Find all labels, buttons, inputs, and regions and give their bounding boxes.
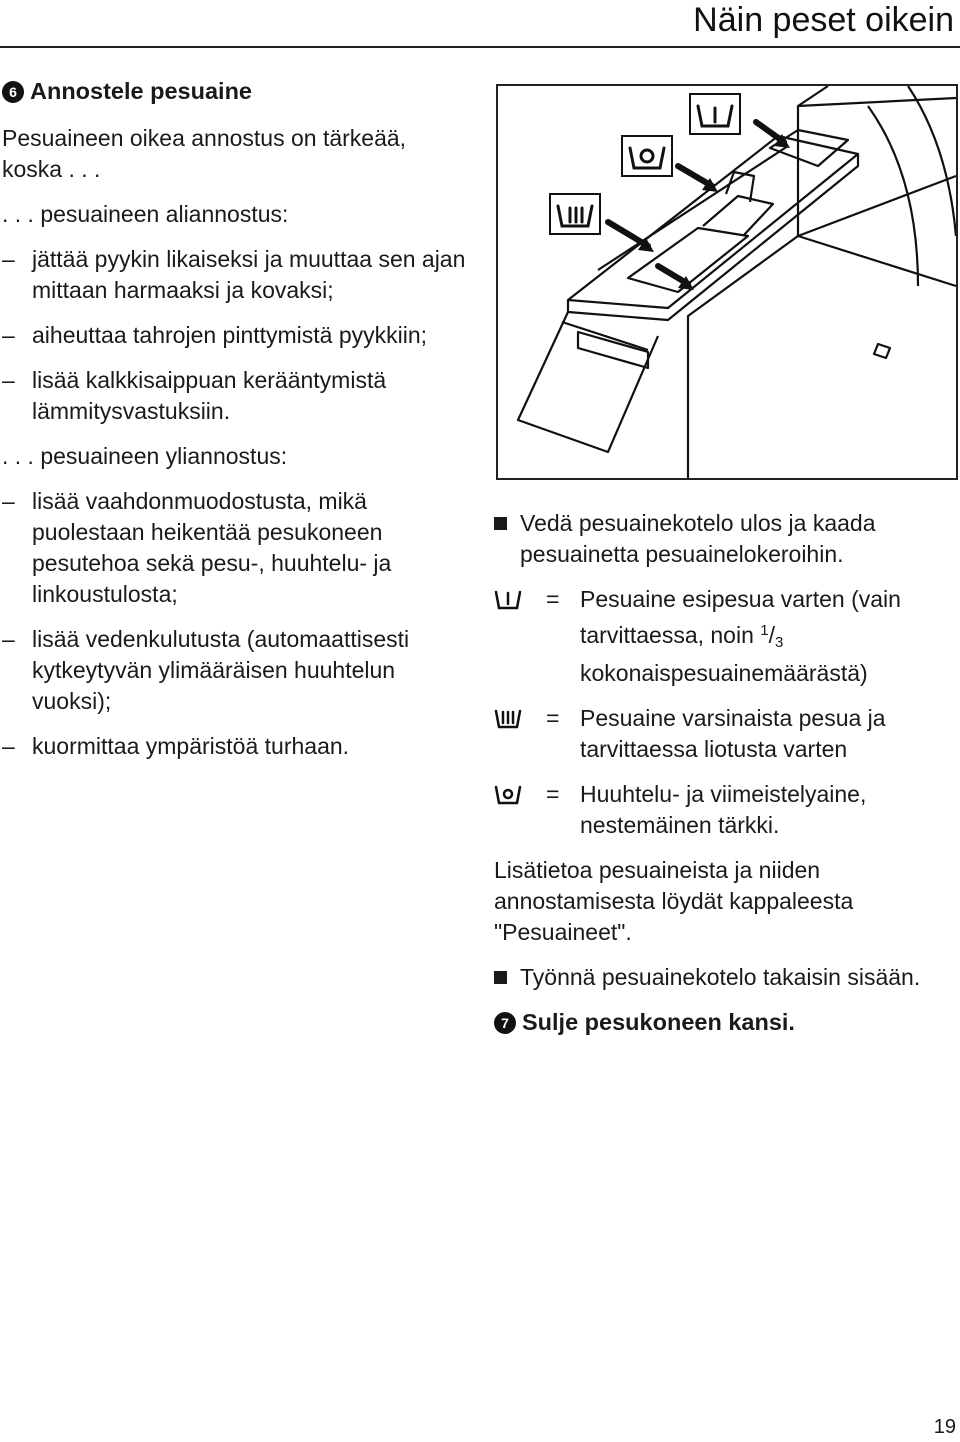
equals-sign: = bbox=[546, 705, 560, 731]
fraction-numerator: 1 bbox=[760, 622, 769, 639]
legend-row-softener bbox=[494, 779, 954, 841]
list-item-text: jättää pyykin likaiseksi ja muuttaa sen ajan mittaan harmaaksi ja kovaksi; bbox=[32, 246, 466, 303]
left-column bbox=[2, 76, 472, 776]
legend-row-prewash bbox=[494, 584, 954, 689]
equals-sign: = bbox=[546, 781, 560, 807]
list-item bbox=[2, 624, 472, 717]
list-item-text: lisää vedenkulutusta (automaattisesti kytkeytyvän ylimääräisen huuhtelun vuoksi); bbox=[32, 626, 410, 714]
dash-marker: – bbox=[2, 367, 15, 393]
page-number: 19 bbox=[933, 1416, 956, 1438]
drawer-drawing bbox=[498, 86, 956, 478]
prewash-icon bbox=[494, 584, 546, 689]
dash-marker: – bbox=[2, 246, 15, 272]
underdose-heading: . . . pesuaineen aliannostus: bbox=[2, 201, 289, 227]
legend-row-mainwash bbox=[494, 703, 954, 765]
equals-sign: = bbox=[546, 586, 560, 612]
step-title: Sulje pesukoneen kansi. bbox=[522, 1009, 795, 1035]
list-item bbox=[2, 320, 472, 351]
list-item-text: aiheuttaa tahrojen pinttymistä pyykkiin; bbox=[32, 322, 428, 348]
list-item-text: lisää kalkkisaippuan kerääntymistä lämmitysvastuksiin. bbox=[32, 367, 387, 424]
square-bullet-icon bbox=[494, 517, 507, 530]
legend-text: Pesuaine varsinaista pesua ja tarvittaessa liotusta varten bbox=[580, 705, 886, 762]
dash-marker: – bbox=[2, 626, 15, 652]
intro-text: Pesuaineen oikea annostus on tärkeää, koska . . . bbox=[2, 125, 407, 182]
instruction-text: Vedä pesuainekotelo ulos ja kaada pesuainetta pesuainelokeroihin. bbox=[520, 510, 876, 567]
right-column bbox=[494, 508, 954, 1054]
list-item bbox=[2, 731, 472, 762]
step-number-badge: 7 bbox=[494, 1012, 516, 1034]
legend-text: Huuhtelu- ja viimeistelyaine, nestemäinen tärkki. bbox=[580, 781, 867, 838]
instruction-bullet bbox=[494, 508, 954, 570]
legend-text-part: Pesuaine esipesua varten (vain tarvittaessa, noin bbox=[580, 586, 901, 648]
mainwash-icon bbox=[494, 703, 546, 765]
info-text: Lisätietoa pesuaineista ja niiden annostamisesta löydät kappaleesta "Pesuaineet". bbox=[494, 857, 854, 945]
fraction-denominator: 3 bbox=[775, 634, 784, 651]
softener-icon bbox=[494, 779, 546, 841]
list-item-text: kuormittaa ympäristöä turhaan. bbox=[32, 733, 350, 759]
square-bullet-icon bbox=[494, 971, 507, 984]
dash-marker: – bbox=[2, 322, 15, 348]
list-item bbox=[2, 244, 472, 306]
page-header-title: Näin peset oikein bbox=[693, 1, 954, 39]
fraction-slash: / bbox=[768, 622, 775, 648]
overdose-heading: . . . pesuaineen yliannostus: bbox=[2, 443, 288, 469]
list-item bbox=[2, 365, 472, 427]
list-item-text: lisää vaahdonmuodostusta, mikä puolestaan heikentää pesukoneen pesutehoa sekä pesu-, huuhtelu- ja linkoustulosta; bbox=[32, 488, 392, 607]
instruction-text: Työnnä pesuainekotelo takaisin sisään. bbox=[520, 964, 921, 990]
dash-marker: – bbox=[2, 733, 15, 759]
detergent-drawer-illustration bbox=[496, 84, 958, 480]
step-number-badge: 6 bbox=[2, 81, 24, 103]
step-6-heading bbox=[2, 76, 472, 107]
step-title: Annostele pesuaine bbox=[30, 78, 252, 104]
dash-marker: – bbox=[2, 488, 15, 514]
legend-text bbox=[580, 584, 954, 689]
instruction-bullet bbox=[494, 962, 954, 993]
legend-text-part: kokonaispesuainemäärästä) bbox=[580, 660, 868, 686]
header-rule bbox=[0, 46, 960, 48]
list-item bbox=[2, 486, 472, 610]
step-7-heading bbox=[494, 1007, 954, 1038]
